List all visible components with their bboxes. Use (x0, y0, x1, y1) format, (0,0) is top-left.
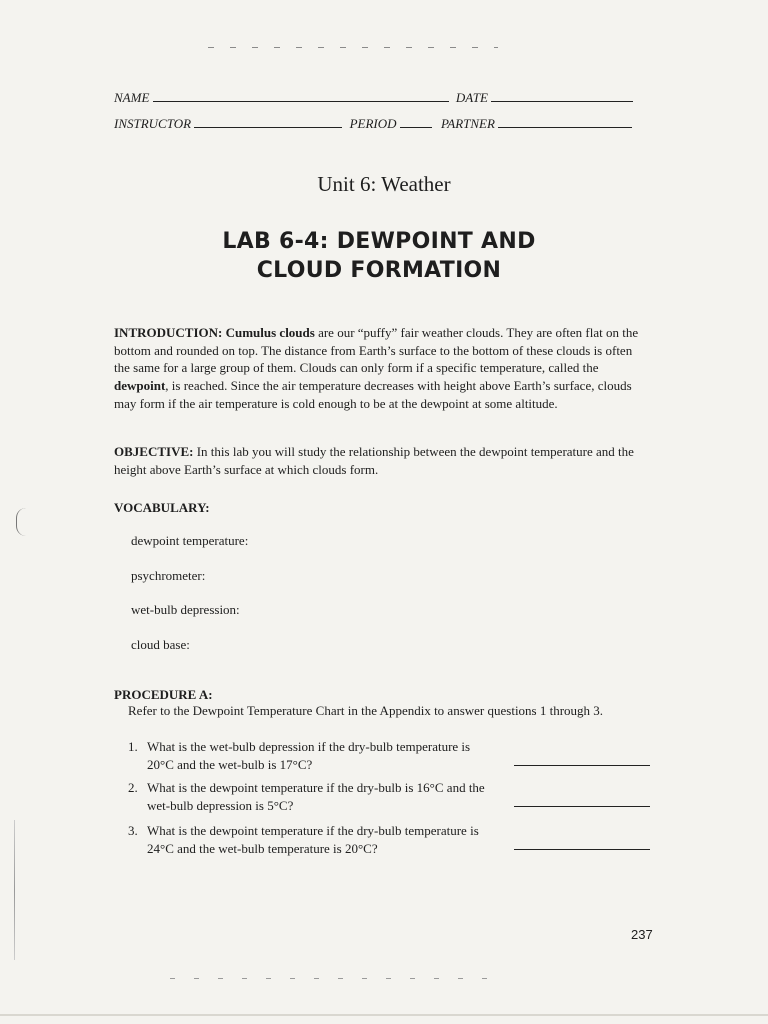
date-label: DATE (455, 90, 488, 105)
introduction-paragraph (114, 324, 650, 413)
name-label: NAME (114, 90, 150, 105)
page-number: 237 (631, 927, 653, 942)
lab-title-line1: LAB 6-4: DEWPOINT AND (222, 229, 536, 254)
question-line: 20°C and the wet-bulb is 17°C? (147, 756, 313, 772)
partner-label: PARTNER (441, 116, 495, 131)
answer-line-1[interactable] (514, 765, 650, 766)
introduction-label: INTRODUCTION: (114, 325, 223, 340)
header-row-2 (114, 116, 632, 132)
instructor-label: INSTRUCTOR (114, 116, 192, 131)
question-line: What is the dewpoint temperature if the dry-bulb is 16°C and the (147, 780, 485, 795)
instructor-field[interactable] (194, 116, 342, 128)
lab-title (0, 227, 758, 285)
period-field[interactable] (400, 116, 432, 128)
question-number: 1. (128, 739, 138, 754)
question-1 (128, 738, 508, 773)
question-3 (128, 822, 508, 857)
vocab-item-cloud-base: cloud base: (131, 637, 190, 652)
scan-mark-bottom (170, 978, 490, 979)
dewpoint-term: dewpoint (114, 378, 166, 394)
unit-title: Unit 6: Weather (317, 172, 451, 196)
question-line: wet-bulb depression is 5°C? (147, 797, 294, 813)
question-number: 3. (128, 823, 138, 838)
question-2 (128, 779, 508, 814)
answer-line-3[interactable] (514, 849, 650, 850)
objective-paragraph (114, 443, 650, 478)
question-line: 24°C and the wet-bulb temperature is 20°C? (147, 840, 378, 856)
objective-text: In this lab you will study the relationship between the dewpoint temperature and the height above Earth’s surface at which clouds form. (114, 444, 634, 477)
scan-mark-top (208, 47, 498, 48)
introduction-text-2: , is reached. Since the air temperature decreases with height above Earth’s surface, clouds may form if the air temperature is cold enough to be at the dewpoint at some altitude. (114, 378, 632, 411)
question-number: 2. (128, 780, 138, 795)
name-field[interactable] (153, 90, 449, 102)
procedure-a-instruction: Refer to the Dewpoint Temperature Chart in the Appendix to answer questions 1 through 3. (128, 703, 604, 718)
introduction-text-1: are our “puffy” fair weather clouds. They are often flat on the bottom and rounded on top. The distance from Earth’s surface to the bottom of these clouds is often the same for a large group of them. Clouds can only form if a specific temperature, called the (114, 325, 639, 376)
vocabulary-heading: VOCABULARY: (114, 500, 210, 515)
answer-line-2[interactable] (514, 806, 650, 807)
date-field[interactable] (491, 90, 633, 102)
vocab-item-wet-bulb-depression: wet-bulb depression: (131, 602, 240, 617)
question-line: What is the dewpoint temperature if the dry-bulb temperature is (147, 823, 479, 838)
vocab-item-psychrometer: psychrometer: (131, 568, 206, 583)
scan-edge-left (14, 820, 15, 960)
vocab-item-dewpoint-temperature: dewpoint temperature: (131, 533, 249, 548)
period-label: PERIOD (349, 116, 397, 131)
procedure-a-heading: PROCEDURE A: (114, 687, 213, 702)
scan-edge-bottom (0, 1014, 768, 1016)
question-line: What is the wet-bulb depression if the dry-bulb temperature is (147, 739, 471, 754)
cumulus-clouds-term: Cumulus clouds (225, 325, 315, 340)
partner-field[interactable] (498, 116, 632, 128)
objective-label: OBJECTIVE: (114, 444, 194, 459)
scan-bracket-mark (16, 508, 27, 536)
header-row-1 (114, 90, 633, 106)
lab-title-line2: CLOUD FORMATION (256, 258, 502, 283)
